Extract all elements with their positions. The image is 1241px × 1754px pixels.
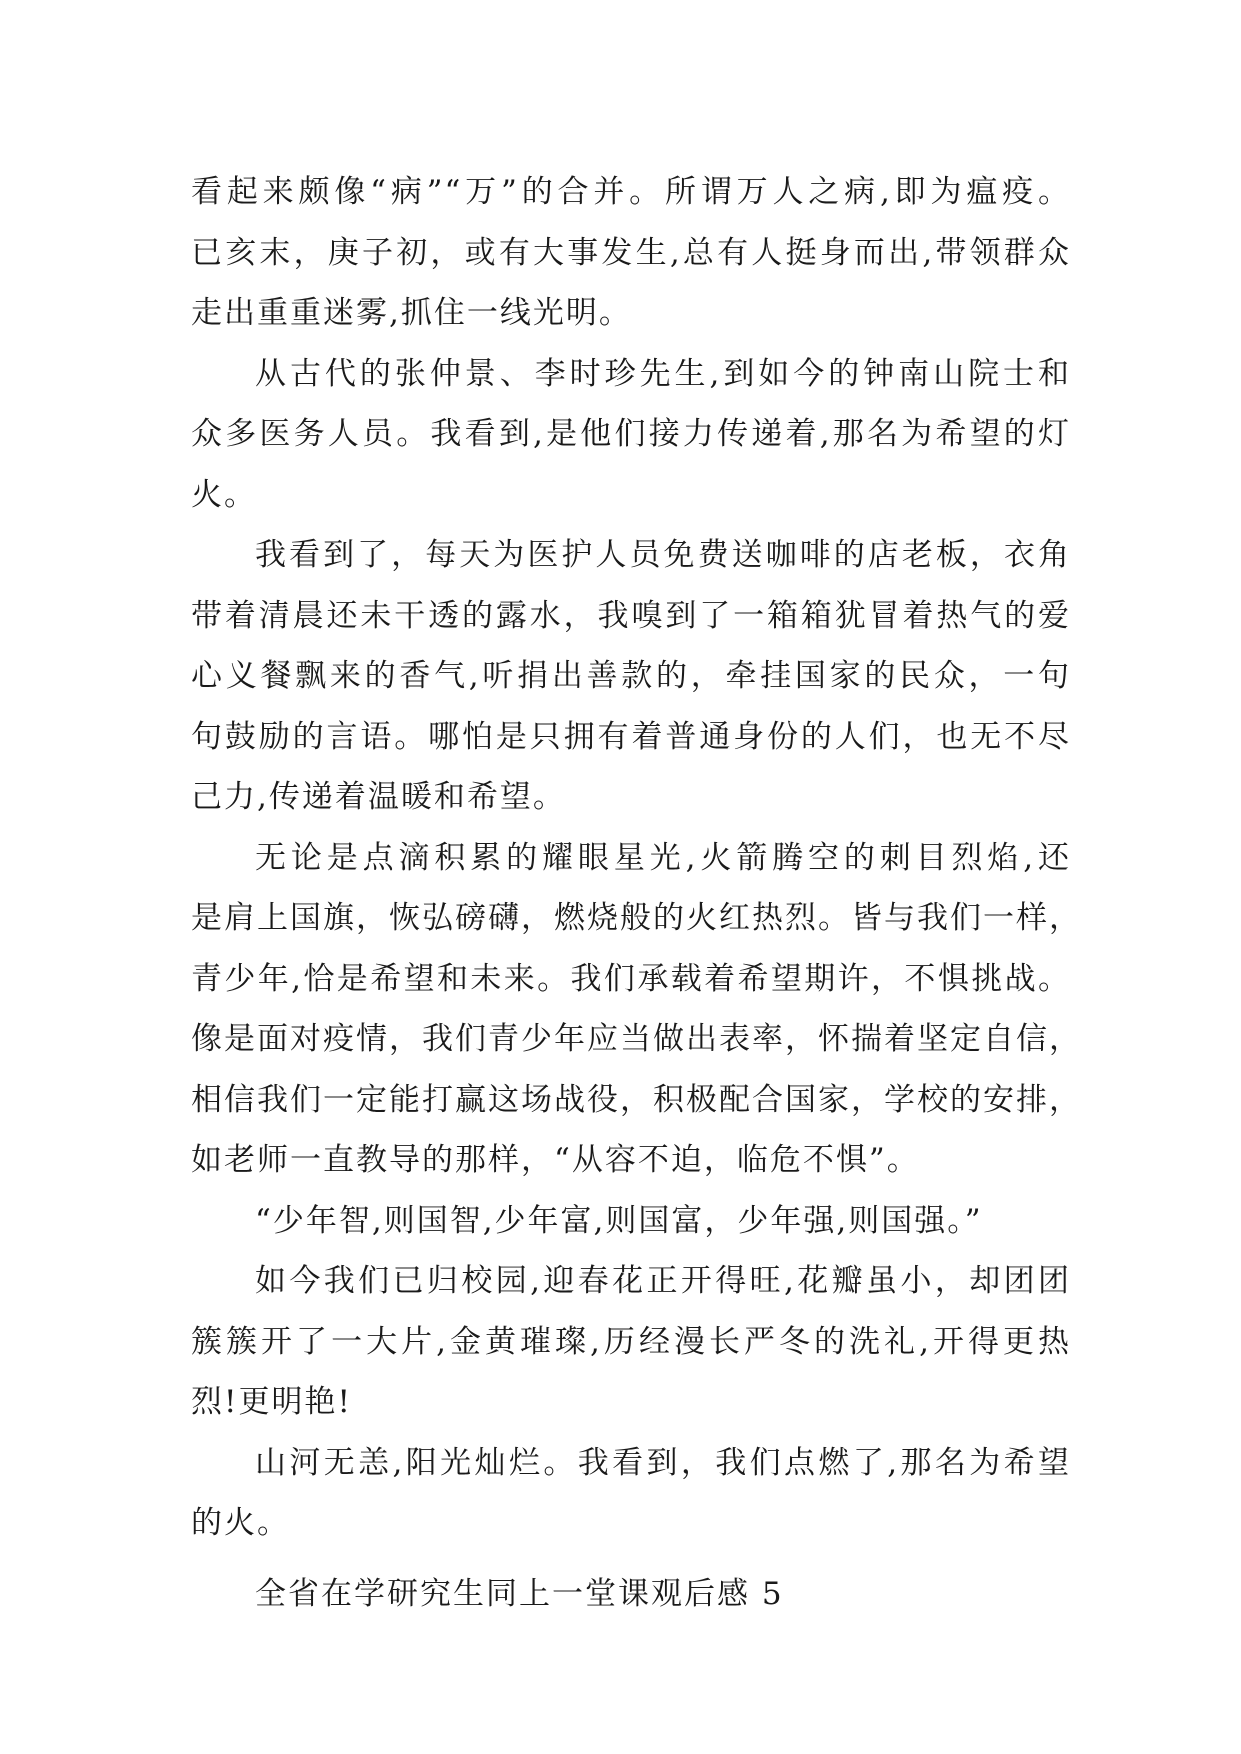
text-line: 相信我们一定能打赢这场战役，积极配合国家，学校的安排，	[191, 1081, 1082, 1118]
text-line: 带着清晨还未干透的露水，我嗅到了一箱箱犹冒着热气的爱	[191, 597, 1071, 634]
text-line: 的火。	[191, 1505, 290, 1541]
section-heading: 全省在学研究生同上一堂课观后感 5	[255, 1575, 784, 1612]
text-line: 像是面对疫情，我们青少年应当做出表率，怀揣着坚定自信，	[191, 1021, 1082, 1057]
text-line: 无论是点滴积累的耀眼星光,火箭腾空的刺目烈焰,还	[255, 839, 1071, 876]
text-line: 如今我们已归校园,迎春花正开得旺,花瓣虽小，却团团	[255, 1263, 1071, 1299]
text-line: 句鼓励的言语。哪怕是只拥有着普通身份的人们，也无不尽	[191, 718, 1071, 755]
text-line: 我看到了，每天为医护人员免费送咖啡的店老板，衣角	[255, 537, 1071, 573]
quote-line: “少年智,则国智,少年富,则国富，少年强,则国强。”	[255, 1202, 983, 1239]
text-line: 从古代的张仲景、李时珍先生,到如今的钟南山院士和	[255, 355, 1071, 392]
text-line: 众多医务人员。我看到,是他们接力传递着,那名为希望的灯	[191, 416, 1071, 452]
text-line: 已亥末，庚子初，或有大事发生,总有人挺身而出,带领群众	[191, 234, 1071, 271]
text-line: 火。	[191, 476, 257, 513]
text-line: 是肩上国旗，恢弘磅礴，燃烧般的火红热烈。皆与我们一样，	[191, 900, 1082, 936]
text-line: 心义餐飘来的香气,听捐出善款的，牵挂国家的民众，一句	[191, 658, 1071, 694]
text-line: 青少年,恰是希望和未来。我们承载着希望期许，不惧挑战。	[191, 960, 1071, 997]
text-line: 走出重重迷雾,抓住一线光明。	[191, 295, 632, 331]
text-line: 簇簇开了一大片,金黄璀璨,历经漫长严冬的洗礼,开得更热	[191, 1323, 1071, 1360]
text-line: 如老师一直教导的那样，“从容不迫，临危不惧”。	[191, 1142, 920, 1178]
text-line: 看起来颇像“病”“万”的合并。所谓万人之病,即为瘟疫。	[191, 174, 1071, 210]
text-line: 烈!更明艳!	[191, 1384, 352, 1420]
text-line: 己力,传递着温暖和希望。	[191, 779, 566, 815]
text-line: 山河无恙,阳光灿烂。我看到，我们点燃了,那名为希望	[255, 1444, 1071, 1481]
body-text	[191, 162, 1082, 1624]
